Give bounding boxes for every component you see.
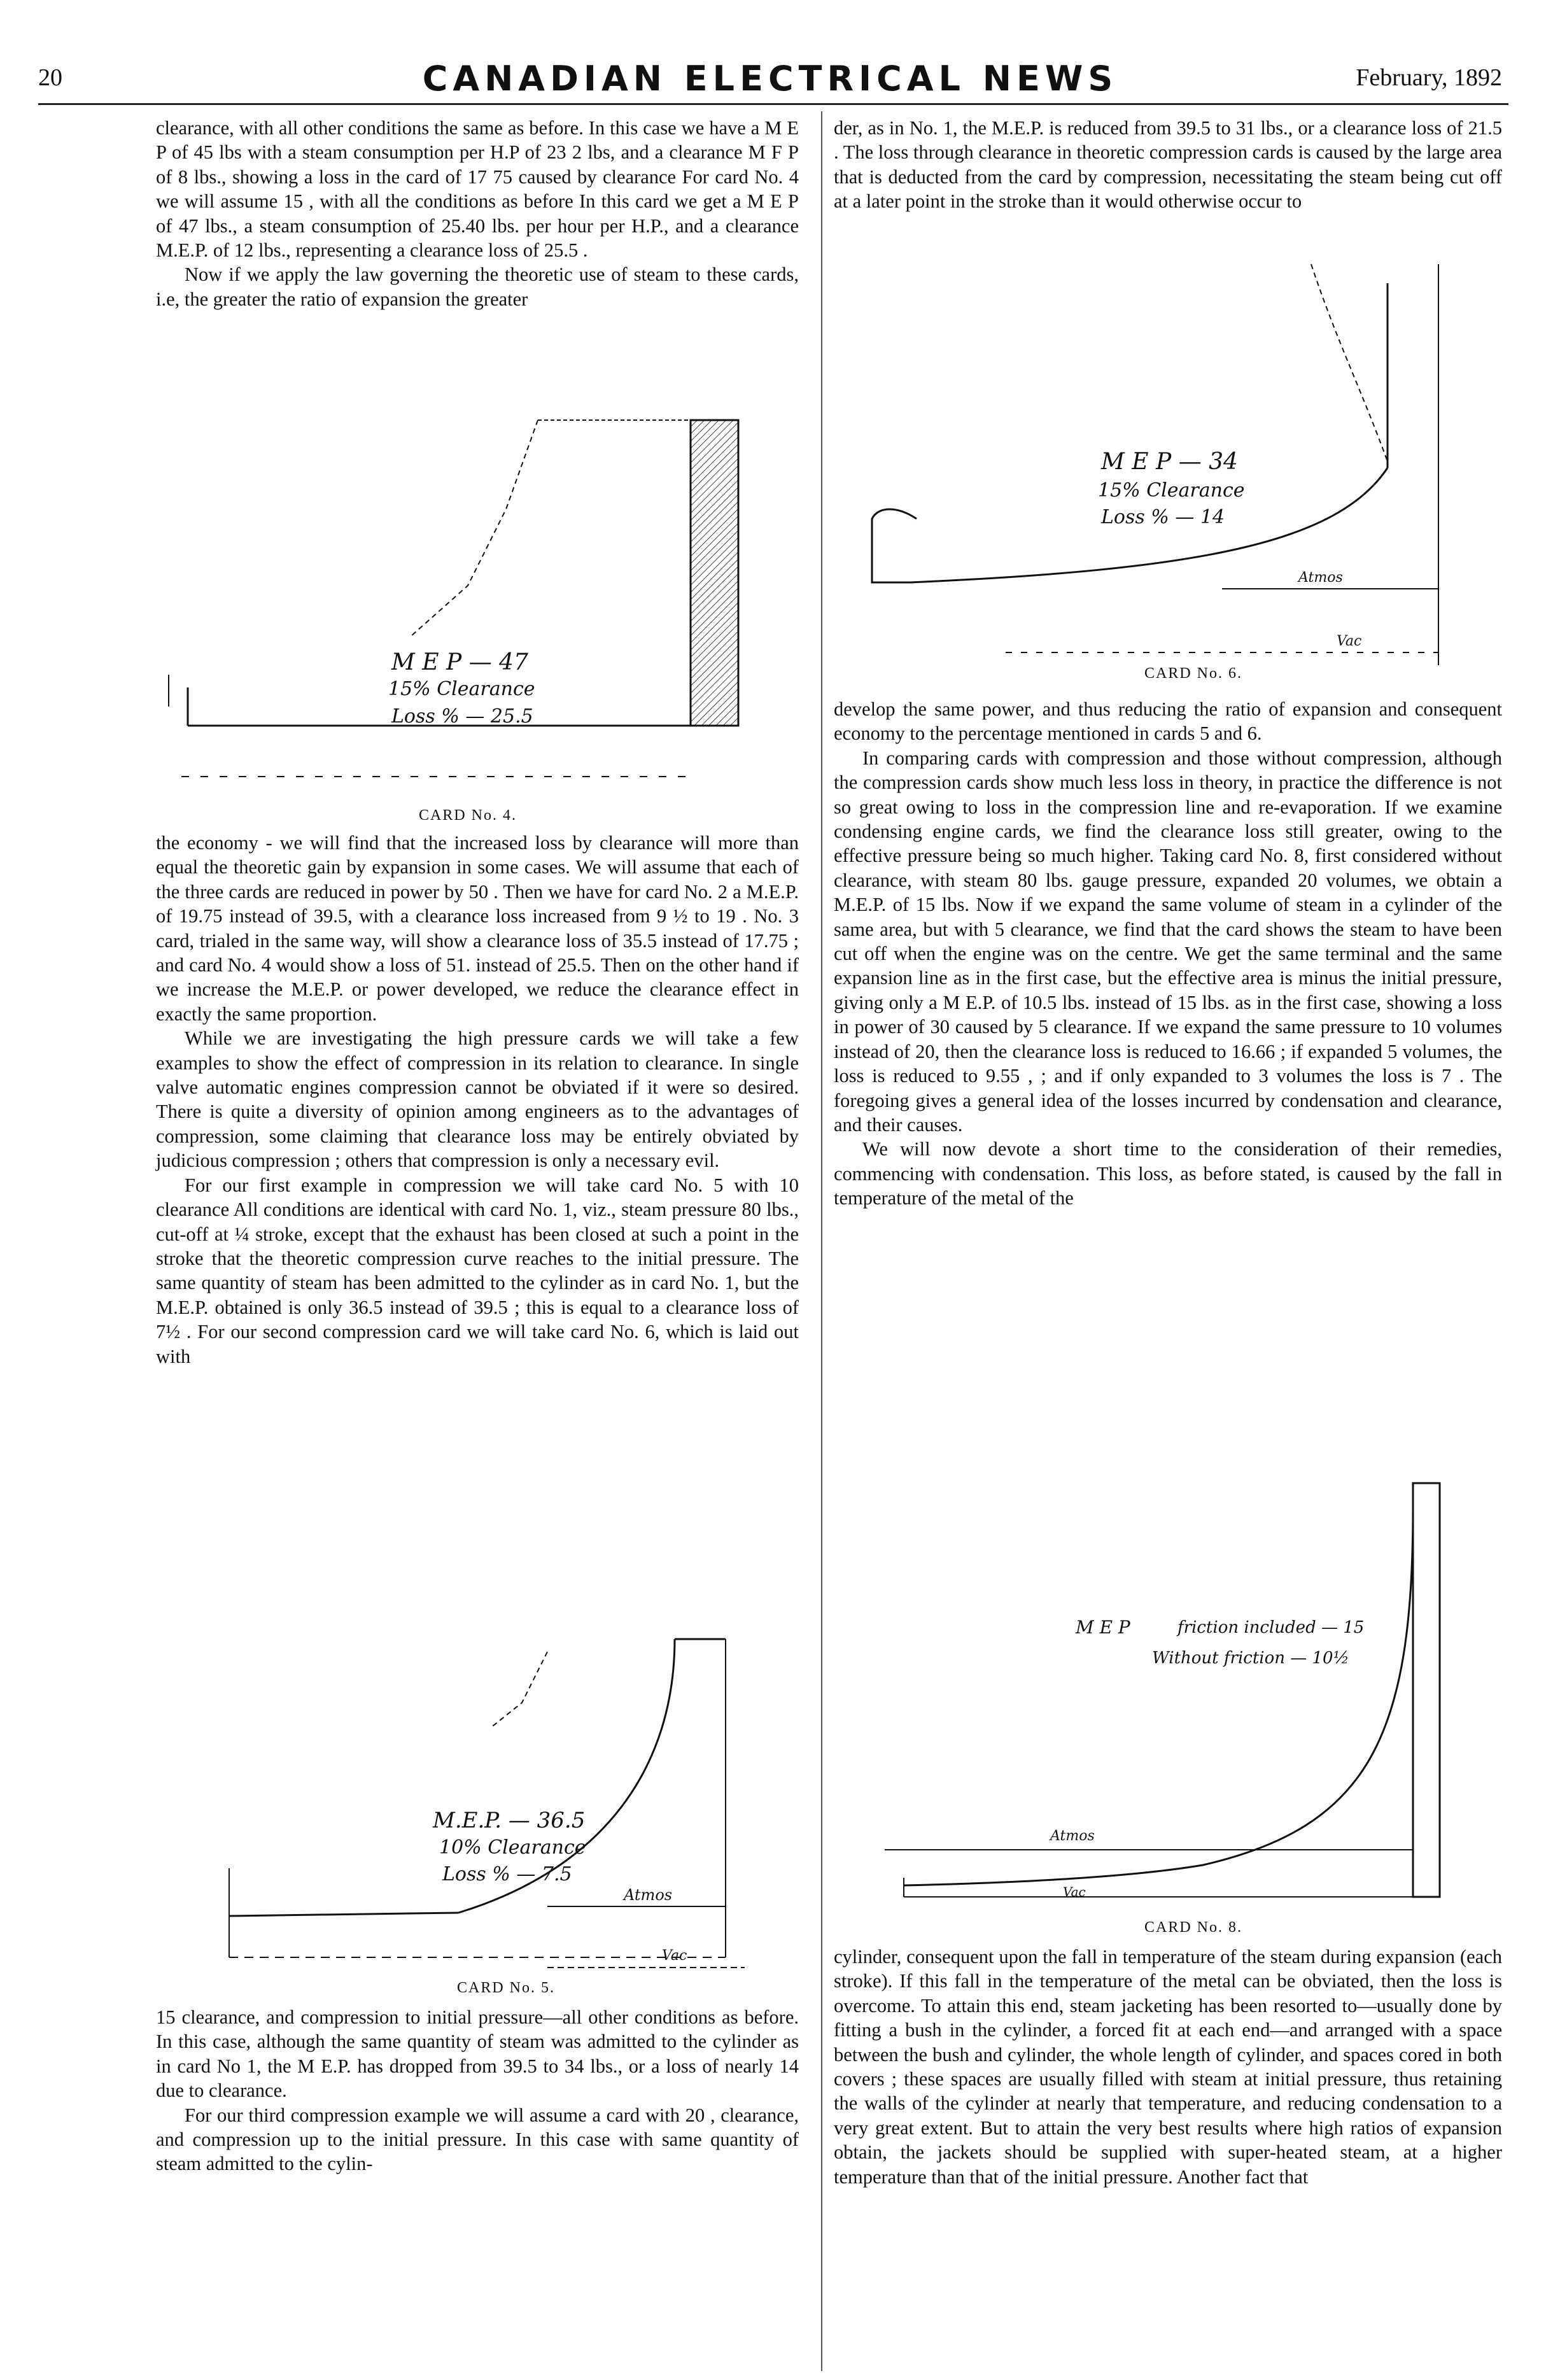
col2-block3 bbox=[834, 1945, 1502, 2189]
paragraph: Now if we apply the law governing the theoretic use of steam to these cards, i.e, the greater the ratio of expansion the greater bbox=[156, 264, 799, 310]
card-5-vac: Vac bbox=[662, 1948, 687, 1964]
card-5-caption: CARD No. 5. bbox=[456, 1980, 555, 1996]
card-4-caption: CARD No. 4. bbox=[418, 807, 517, 824]
card-4-mep: M E P — 47 bbox=[391, 649, 528, 675]
card-5-atmos: Atmos bbox=[624, 1886, 673, 1904]
header-rule bbox=[38, 103, 1508, 105]
card-4-figure bbox=[162, 407, 799, 783]
paragraph: For our first example in compression we will take card No. 5 with 10 clearance All conditions are identical with card No. 1, viz., steam pressure 80 lbs., cut-off at ¼ stroke, except that the exhaust has been closed at such a point in the stroke that the theoretic compression curve reaches to the initial pressure. The same quantity of steam has been admitted to the cylinder as in card No. 1, but the M.E.P. obtained is only 36.5 instead of 39.5 ; this is equal to a clearance loss of 7½ . For our second compression card we will take card No. 6, which is laid out with bbox=[156, 1174, 799, 1367]
col1-block1 bbox=[156, 116, 799, 311]
page-number: 20 bbox=[38, 64, 62, 91]
card-5-figure bbox=[191, 1626, 796, 1983]
issue-date: February, 1892 bbox=[1356, 64, 1502, 91]
card-8-mep-friction: friction included — 15 bbox=[1177, 1618, 1365, 1637]
card-8-vac: Vac bbox=[1063, 1884, 1086, 1899]
paragraph: While we are investigating the high pressure cards we will take a few examples to show the effect of compression in its relation to clearance. In single valve automatic engines compression cannot be obviated if it were so desired. There is quite a diversity of opinion among engineers as to the advantages of compression, some claiming that clearance loss may be entirely obviated by judicious compression ; others that compression is only a necessary evil. bbox=[156, 1027, 799, 1172]
card-6-clearance: 15% Clearance bbox=[1098, 479, 1245, 502]
card-6-mep: M E P — 34 bbox=[1101, 449, 1238, 475]
card-4-loss: Loss % — 25.5 bbox=[391, 705, 533, 728]
card-6-caption: CARD No. 6. bbox=[1144, 665, 1242, 682]
paragraph: der, as in No. 1, the M.E.P. is reduced from 39.5 to 31 lbs., or a clearance loss of 21.5 . The loss through clearance in theoretic compression cards is caused by the large area that is deducted from the card by compression, necessitating the steam being cut off at a later point in the stroke than it would otherwise occur to bbox=[834, 117, 1502, 213]
card-6-atmos: Atmos bbox=[1298, 570, 1343, 586]
card-8-mep-label: M E P bbox=[1076, 1617, 1130, 1638]
paragraph: In comparing cards with compression and those without compression, although the compression cards show much less loss in theory, in practice the difference is not so great owing to loss in the compression line and re-evaporation. If we examine condensing engine cards, we find the clearance loss still greater, owing to the effective pressure being so much higher. Taking card No. 8, first considered without clearance, with steam 80 lbs. gauge pressure, expanded 20 volumes, we obtain a M.E.P. of 15 lbs. Now if we expand the same volume of steam in a cylinder of the same area, but with 5 clearance, we find that the card shows the steam to have been cut off when the engine was on the centre. We get the same terminal and the same expansion line as in the first case, but the effective area is minus the initial pressure, giving only a M E.P. of 10.5 lbs. instead of 15 lbs. as in the first case, showing a loss in power of 30 caused by 5 clearance. If we expand the same pressure to 10 volumes instead of 20, then the clearance loss is reduced to 16.66 ; if expanded 5 volumes, the loss is reduced to 9.55 , ; and if only expanded to 3 volumes the loss is 7 . The foregoing gives a general idea of the losses incurred by condensation and clearance, and their causes. bbox=[834, 747, 1502, 1136]
card-4-clearance: 15% Clearance bbox=[388, 678, 535, 700]
card-8-caption: CARD No. 8. bbox=[1144, 1919, 1242, 1936]
card-5-clearance: 10% Clearance bbox=[439, 1836, 586, 1859]
card-5-mep: M.E.P. — 36.5 bbox=[433, 1808, 586, 1833]
paragraph: develop the same power, and thus reducing the ratio of expansion and consequent economy to the percentage mentioned in cards 5 and 6. bbox=[834, 698, 1502, 745]
card-6-vac: Vac bbox=[1337, 633, 1362, 649]
column-separator bbox=[821, 111, 822, 2371]
paragraph: We will now devote a short time to the consideration of their remedies, commencing with condensation. This loss, as before stated, is caused by the fall in temperature of the metal of the bbox=[834, 1138, 1502, 1209]
card-8-mep-without: Without friction — 10½ bbox=[1152, 1649, 1349, 1668]
card-8-diagram bbox=[885, 1470, 1470, 1916]
card-8-figure bbox=[885, 1470, 1470, 1916]
card-6-figure bbox=[840, 251, 1502, 684]
col2-block1 bbox=[834, 116, 1502, 214]
col1-block2 bbox=[156, 831, 799, 1369]
page-header bbox=[38, 59, 1502, 103]
paragraph: 15 clearance, and compression to initial pressure—all other conditions as before. In this case, although the same quantity of steam was admitted to the cylinder as in card No 1, the M E.P. has dropped from 39.5 to 34 lbs., or a loss of nearly 14 due to clearance. bbox=[156, 2006, 799, 2102]
card-5-loss: Loss % — 7.5 bbox=[442, 1863, 572, 1885]
card-6-loss: Loss % — 14 bbox=[1101, 506, 1225, 528]
masthead-title: CANADIAN ELECTRICAL NEWS bbox=[422, 59, 1118, 99]
card-8-atmos: Atmos bbox=[1050, 1828, 1095, 1844]
paragraph: the economy - we will find that the increased loss by clearance will more than equal the theoretic gain by expansion in some cases. We will assume that each of the three cards are reduced in power by 50 . Then we have for card No. 2 a M.E.P. of 19.75 instead of 39.5, with a clearance loss increased from 9 ½ to 19 . No. 3 card, trialed in the same way, will show a clearance loss of 35.5 instead of 17.75 ; and card No. 4 would show a loss of 51. instead of 25.5. Then on the other hand if we increase the M.E.P. or power developed, we reduce the clearance effect in exactly the same proportion. bbox=[156, 832, 799, 1025]
paragraph: cylinder, consequent upon the fall in temperature of the steam during expansion (each stroke). If this fall in the temperature of the metal can be obviated, then the loss is overcome. To attain this end, steam jacketing has been resorted to—usually done by fitting a bush in the cylinder, a forced fit at each end—and arranged with a space between the bush and cylinder, the whole length of cylinder, and spaces cored in both covers ; these spaces are usually filled with steam at initial pressure, thus retaining the walls of the cylinder at nearly that temperature, and reducing condensation to a very great extent. But to attain the very best results where high ratios of expansion obtain, the jackets should be supplied with super-heated steam, at a higher temperature than that of the initial pressure. Another fact that bbox=[834, 1946, 1502, 2188]
col1-block3 bbox=[156, 2005, 799, 2176]
paragraph: For our third compression example we will assume a card with 20 , clearance, and compression up to the initial pressure. In this case with same quantity of steam admitted to the cylin- bbox=[156, 2104, 799, 2175]
card-5-diagram bbox=[191, 1626, 796, 1983]
col2-block2 bbox=[834, 697, 1502, 1211]
paragraph: clearance, with all other conditions the same as before. In this case we have a M E P of 45 lbs with a steam consumption per H.P of 23 2 lbs, and a clearance M F P of 8 lbs., showing a loss in the card of 17 75 caused by clearance For card No. 4 we will assume 15 , with all the conditions as before In this card we get a M E P of 47 lbs., a steam consumption of 25.40 lbs. per hour per H.P., and a clearance M.E.P. of 12 lbs., representing a clearance loss of 25.5 . bbox=[156, 117, 799, 262]
